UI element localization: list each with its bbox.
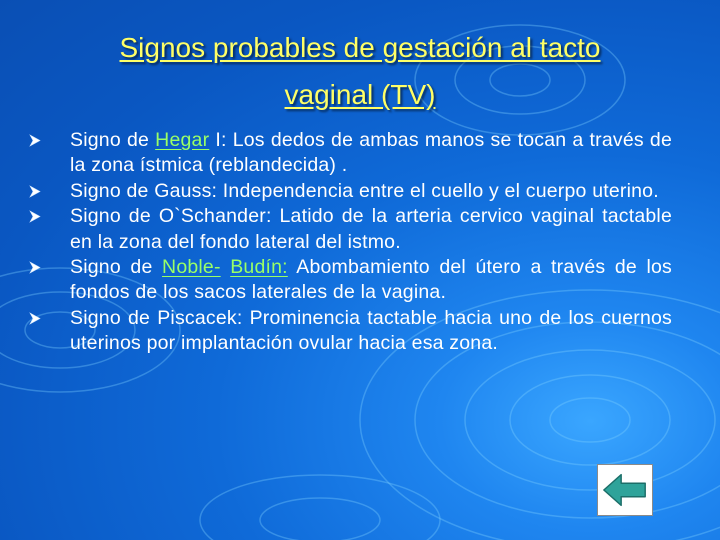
list-item-gauss: Signo de Gauss: Independencia entre el cuello y el cuerpo uterino. <box>70 179 672 204</box>
arrowhead-bullet-icon <box>28 128 42 153</box>
slide-title-line-2: vaginal (TV) <box>284 79 436 110</box>
arrowhead-bullet-icon <box>28 306 42 331</box>
signs-list <box>70 128 672 357</box>
hegar-link[interactable]: Hegar <box>155 129 210 151</box>
list-item-noble-budin: Signo de Noble- Budín: Abombamiento del útero a través de los fondos de los sacos laterales de la vagina. <box>70 255 672 306</box>
arrowhead-bullet-icon <box>28 255 42 280</box>
slide-title <box>40 24 680 118</box>
list-item-oschander: Signo de O`Schander: Latido de la arteria cervico vaginal tactable en la zona del fondo lateral del istmo. <box>70 204 672 255</box>
back-button[interactable] <box>597 464 653 516</box>
budin-link[interactable]: Budín: <box>230 256 288 279</box>
list-item-piscacek: Signo de Piscacek: Prominencia tactable hacia uno de los cuernos uterinos por implantación ovular hacia esa zona. <box>70 306 672 357</box>
list-item-hegar: Signo de Hegar I: Los dedos de ambas manos se tocan a través de la zona ístmica (reblandecida) . <box>70 128 672 179</box>
noble-link[interactable]: Noble- <box>162 256 221 279</box>
back-arrow-icon <box>598 465 652 515</box>
arrowhead-bullet-icon <box>28 204 42 229</box>
arrowhead-bullet-icon <box>28 179 42 204</box>
slide-title-line-1: Signos probables de gestación al tacto <box>119 32 601 63</box>
